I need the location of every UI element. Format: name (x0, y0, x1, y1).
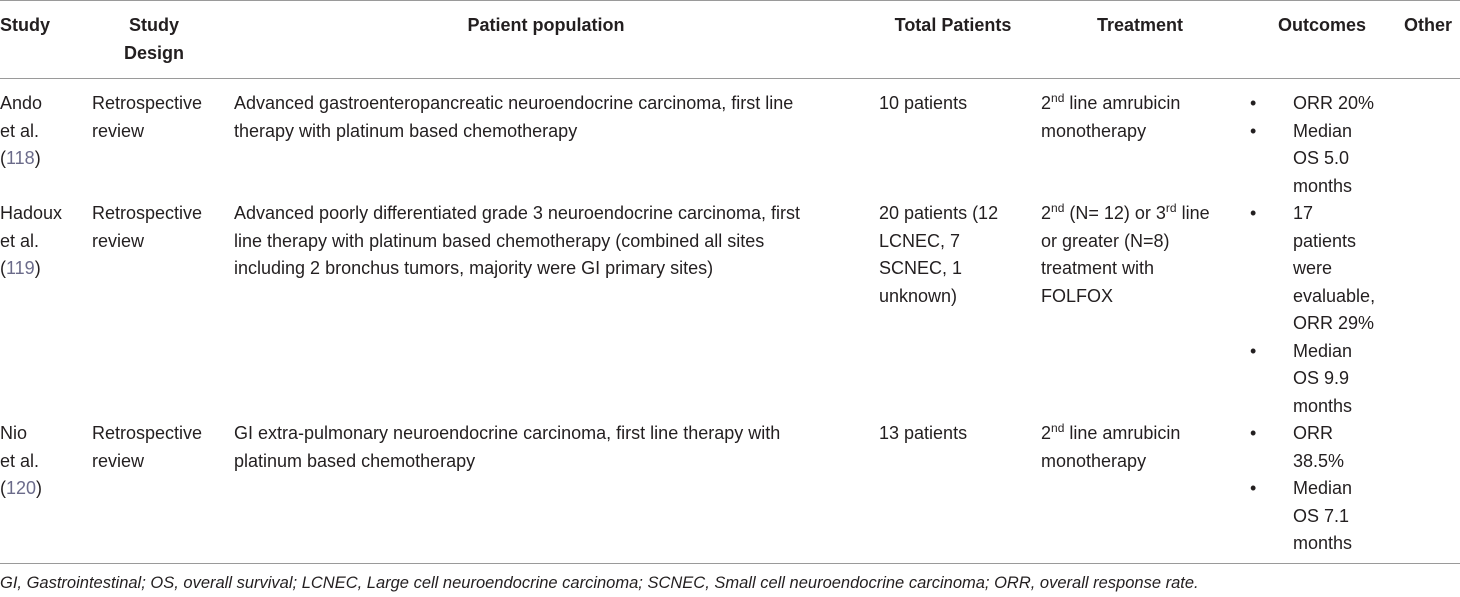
row3-treatment: 2nd line amrubicin monotherapy (1041, 421, 1181, 471)
header-population: Patient population (467, 15, 625, 35)
row2-treatment: 2nd (N= 12) or 3rd line or greater (N=8) treatment with FOLFOX (1041, 201, 1210, 306)
bottom-rule (0, 563, 1460, 564)
row2-outcome1-bullet: • (1250, 203, 1257, 223)
row2-total: 20 patients (12 LCNEC, 7 SCNEC, 1 unknown) (879, 203, 999, 306)
row2-study: Hadoux et al. (119) (0, 203, 63, 278)
row2-population: Advanced poorly differentiated grade 3 neuroendocrine carcinoma, first line therapy with platinum based chemotherapy (combined all sites including 2 bronchus tumors, majority were GI primary sites) (234, 203, 801, 278)
row1-outcome2-bullet: • (1250, 120, 1257, 141)
row1-design: Retrospective review (92, 93, 203, 141)
row1-outcome1: ORR 20% (1293, 93, 1375, 113)
header-total: Total Patients (894, 15, 1012, 35)
row1-treatment: 2nd line amrubicin monotherapy (1041, 91, 1181, 141)
row2-design: Retrospective review (92, 203, 203, 251)
row3-ref-link[interactable]: 120 (6, 478, 37, 498)
header-outcomes: Outcomes (1277, 15, 1367, 35)
row1-population: Advanced gastroenteropancreatic neuroendocrine carcinoma, first line therapy with platinum based chemotherapy (234, 93, 794, 141)
row2-outcome1: 17 patients were evaluable, ORR 29% (1293, 203, 1376, 333)
header-design: Study Design (123, 15, 184, 63)
row2-outcome2: Median OS 9.9 months (1293, 340, 1353, 416)
row3-study: Nio et al. (120) (0, 423, 43, 498)
row3-population: GI extra-pulmonary neuroendocrine carcinoma, first line therapy with platinum based chemotherapy (234, 423, 781, 471)
row1-ref-link[interactable]: 118 (6, 148, 35, 168)
row3-outcome1-bullet: • (1250, 423, 1257, 443)
table-footnote: GI, Gastrointestinal; OS, overall survival; LCNEC, Large cell neuroendocrine carcinoma; SCNEC, Small cell neuroendocrine carcinoma; ORR, overall response rate. (0, 574, 1199, 592)
top-rule (0, 0, 1460, 1)
row3-outcome2: Median OS 7.1 months (1293, 478, 1353, 553)
row2-ref-link[interactable]: 119 (6, 258, 35, 278)
row1-total: 10 patients (879, 93, 968, 113)
row3-outcome1: ORR 38.5% (1293, 423, 1345, 471)
header-rule (0, 78, 1460, 79)
row3-total: 13 patients (879, 423, 968, 443)
row1-study: Ando et al. (118) (0, 93, 43, 168)
row3-outcome2-bullet: • (1250, 478, 1257, 498)
header-other: Other (1404, 15, 1453, 35)
row1-outcome1-bullet: • (1250, 93, 1257, 113)
header-treatment: Treatment (1096, 15, 1184, 35)
row2-outcome2-bullet: • (1250, 340, 1257, 361)
row1-outcome2: Median OS 5.0 months (1293, 120, 1353, 196)
row3-design: Retrospective review (92, 423, 203, 471)
header-study: Study (0, 15, 51, 35)
